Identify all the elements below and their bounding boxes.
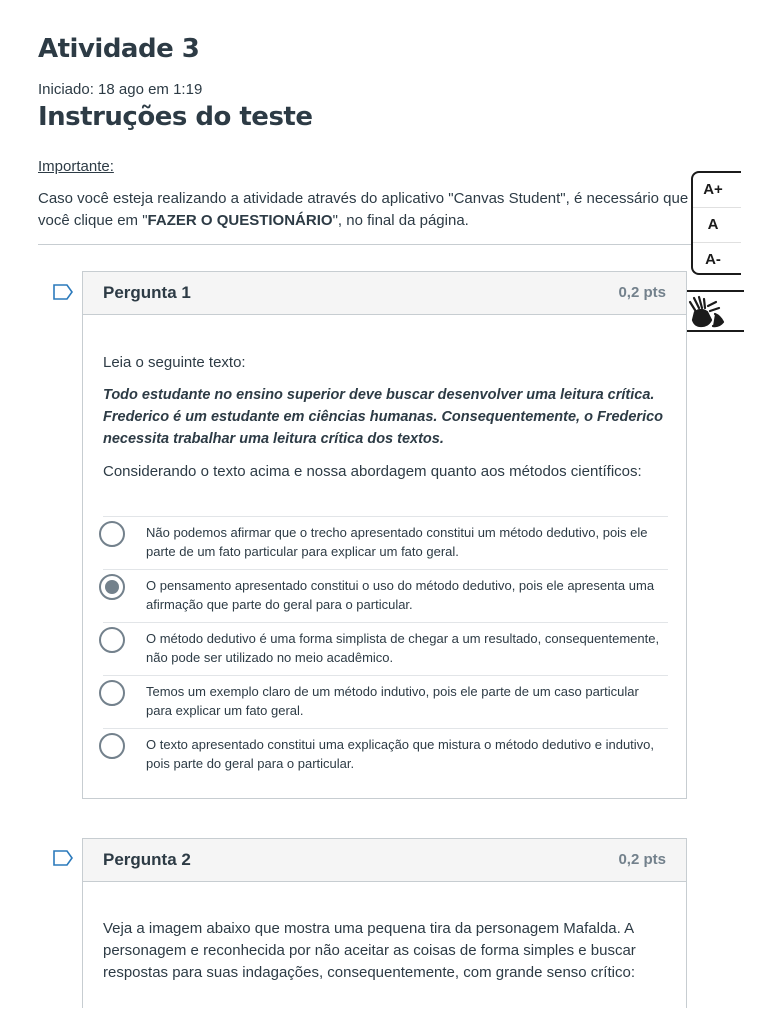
- important-label: Importante:: [38, 158, 114, 175]
- answer-text: O pensamento apresentado constitui o uso do método dedutivo, pois ele apresenta uma afirmação que parte do geral para o particular.: [146, 578, 655, 612]
- page-title: Atividade 3: [38, 34, 200, 64]
- question-flag-icon[interactable]: [53, 284, 73, 300]
- question-intro: Leia o seguinte texto:: [103, 354, 246, 371]
- instructions-line2-bold: FAZER O QUESTIONÁRIO: [147, 212, 333, 229]
- question-header: [83, 839, 686, 882]
- answer-text: O texto apresentado constitui uma explicação que mistura o método dedutivo e indutivo, pois parte do geral para o particular.: [146, 737, 655, 771]
- radio-button[interactable]: [99, 521, 125, 547]
- instructions-line2-pre: você clique em ": [38, 212, 148, 229]
- answer-text: O método dedutivo é uma forma simplista de chegar a um resultado, consequentemente, não pode ser utilizado no meio acadêmico.: [146, 631, 660, 665]
- answer-list: [103, 516, 668, 781]
- question-title: Pergunta 1: [103, 283, 191, 302]
- answer-option-4[interactable]: [103, 675, 668, 728]
- instructions-line2-post: ", no final da página.: [332, 212, 469, 229]
- question-title: Pergunta 2: [103, 850, 191, 869]
- font-normal-button[interactable]: A: [693, 208, 741, 243]
- answer-option-2[interactable]: [103, 569, 668, 622]
- radio-button[interactable]: [99, 680, 125, 706]
- radio-button[interactable]: [99, 627, 125, 653]
- hand-sign-language-icon: [682, 292, 742, 332]
- answer-text: Temos um exemplo claro de um método indutivo, pois ele parte de um caso particular para explicar um fato geral.: [146, 684, 639, 718]
- question-flag-icon[interactable]: [53, 850, 73, 866]
- question-points: 0,2 pts: [618, 851, 666, 868]
- font-increase-button[interactable]: A+: [693, 173, 741, 208]
- question-header: [83, 272, 686, 315]
- question-points: 0,2 pts: [618, 284, 666, 301]
- question-panel-1: [82, 271, 687, 799]
- instructions-heading: Instruções do teste: [38, 102, 313, 132]
- started-timestamp: Iniciado: 18 ago em 1:19: [38, 81, 203, 98]
- question-quote: Todo estudante no ensino superior deve buscar desenvolver uma leitura crítica. Frederico é um estudante em ciências humanas. Consequentemente, o Frederico necessita trabalhar uma leitura crítica dos textos.: [103, 387, 664, 447]
- question-panel-2: [82, 838, 687, 1008]
- divider: [38, 244, 730, 245]
- answer-option-1[interactable]: [103, 516, 668, 569]
- question-intro: Veja a imagem abaixo que mostra uma pequena tira da personagem Mafalda. A personagem e reconhecida por não aceitar as coisas de forma simples e buscar respostas para suas indagações, consequentemente, com grande senso crítico:: [103, 920, 636, 981]
- instructions-text: [38, 188, 738, 232]
- answer-text: Não podemos afirmar que o trecho apresentado constitui um método dedutivo, pois ele parte de um fato particular para explicar um fato geral.: [146, 525, 648, 559]
- answer-option-3[interactable]: [103, 622, 668, 675]
- radio-button-selected[interactable]: [99, 574, 125, 600]
- instructions-line1: Caso você esteja realizando a atividade através do aplicativo "Canvas Student", é necessário que: [38, 190, 689, 207]
- font-decrease-button[interactable]: A-: [705, 251, 721, 268]
- radio-button[interactable]: [99, 733, 125, 759]
- answer-option-5[interactable]: [103, 728, 668, 781]
- font-size-widget: [691, 171, 741, 275]
- question-prompt: Considerando o texto acima e nossa abordagem quanto aos métodos científicos:: [103, 463, 642, 480]
